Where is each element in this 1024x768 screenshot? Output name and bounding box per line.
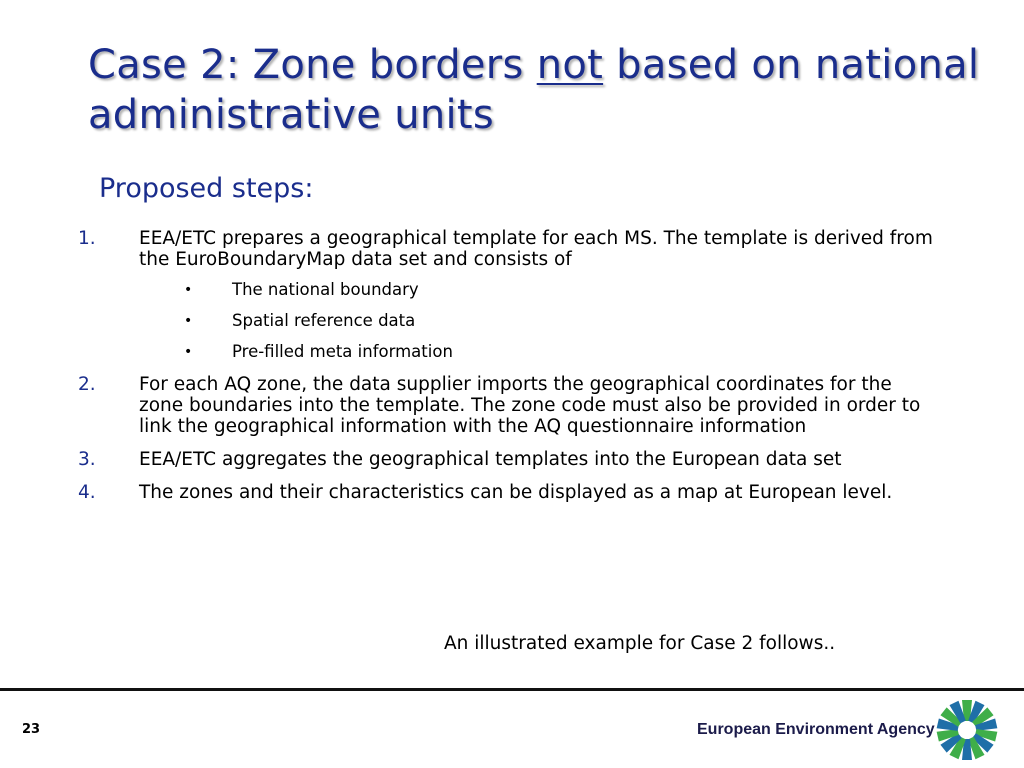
- sub-bullet-text: The national boundary: [232, 280, 419, 299]
- step-text: EEA/ETC prepares a geographical template for each MS. The template is derived from the EuroBoundaryMap data set and consists of: [139, 228, 933, 270]
- eea-logo-icon: [933, 697, 1001, 763]
- bullet-icon: •: [184, 282, 193, 298]
- bullet-icon: •: [184, 313, 193, 329]
- step-number: 2.: [78, 374, 96, 395]
- page-number: 23: [22, 722, 41, 737]
- sub-bullet-item: [139, 311, 938, 331]
- sub-bullet-text: Spatial reference data: [232, 311, 416, 330]
- sub-bullet-item: [139, 280, 938, 300]
- step-item: [78, 482, 938, 503]
- title-part-1: Case 2: Zone borders: [88, 42, 537, 88]
- sub-bullet-list: [139, 280, 938, 362]
- step-text: For each AQ zone, the data supplier imports the geographical coordinates for the zone boundaries into the template. The zone code must also be provided in order to link the geographical information with the AQ questionnaire information: [139, 374, 921, 437]
- title-emphasis: not: [536, 42, 604, 88]
- slide-title: [88, 40, 988, 140]
- step-item: [78, 449, 938, 470]
- step-text: EEA/ETC aggregates the geographical templates into the European data set: [139, 449, 842, 470]
- footer-divider: [0, 688, 1024, 691]
- steps-list: [78, 228, 938, 515]
- step-item: [78, 228, 938, 362]
- step-number: 3.: [78, 449, 96, 470]
- proposed-steps-heading: Proposed steps:: [99, 173, 314, 204]
- step-item: [78, 374, 938, 437]
- step-number: 1.: [78, 228, 96, 249]
- follow-up-note: An illustrated example for Case 2 follows..: [444, 633, 836, 654]
- step-number: 4.: [78, 482, 96, 503]
- agency-name: European Environment Agency: [697, 721, 935, 738]
- bullet-icon: •: [184, 344, 193, 360]
- sub-bullet-item: [139, 342, 938, 362]
- title-part-2: based on national administrative units: [88, 42, 980, 138]
- step-text: The zones and their characteristics can be displayed as a map at European level.: [139, 482, 893, 503]
- sub-bullet-text: Pre-filled meta information: [232, 342, 453, 361]
